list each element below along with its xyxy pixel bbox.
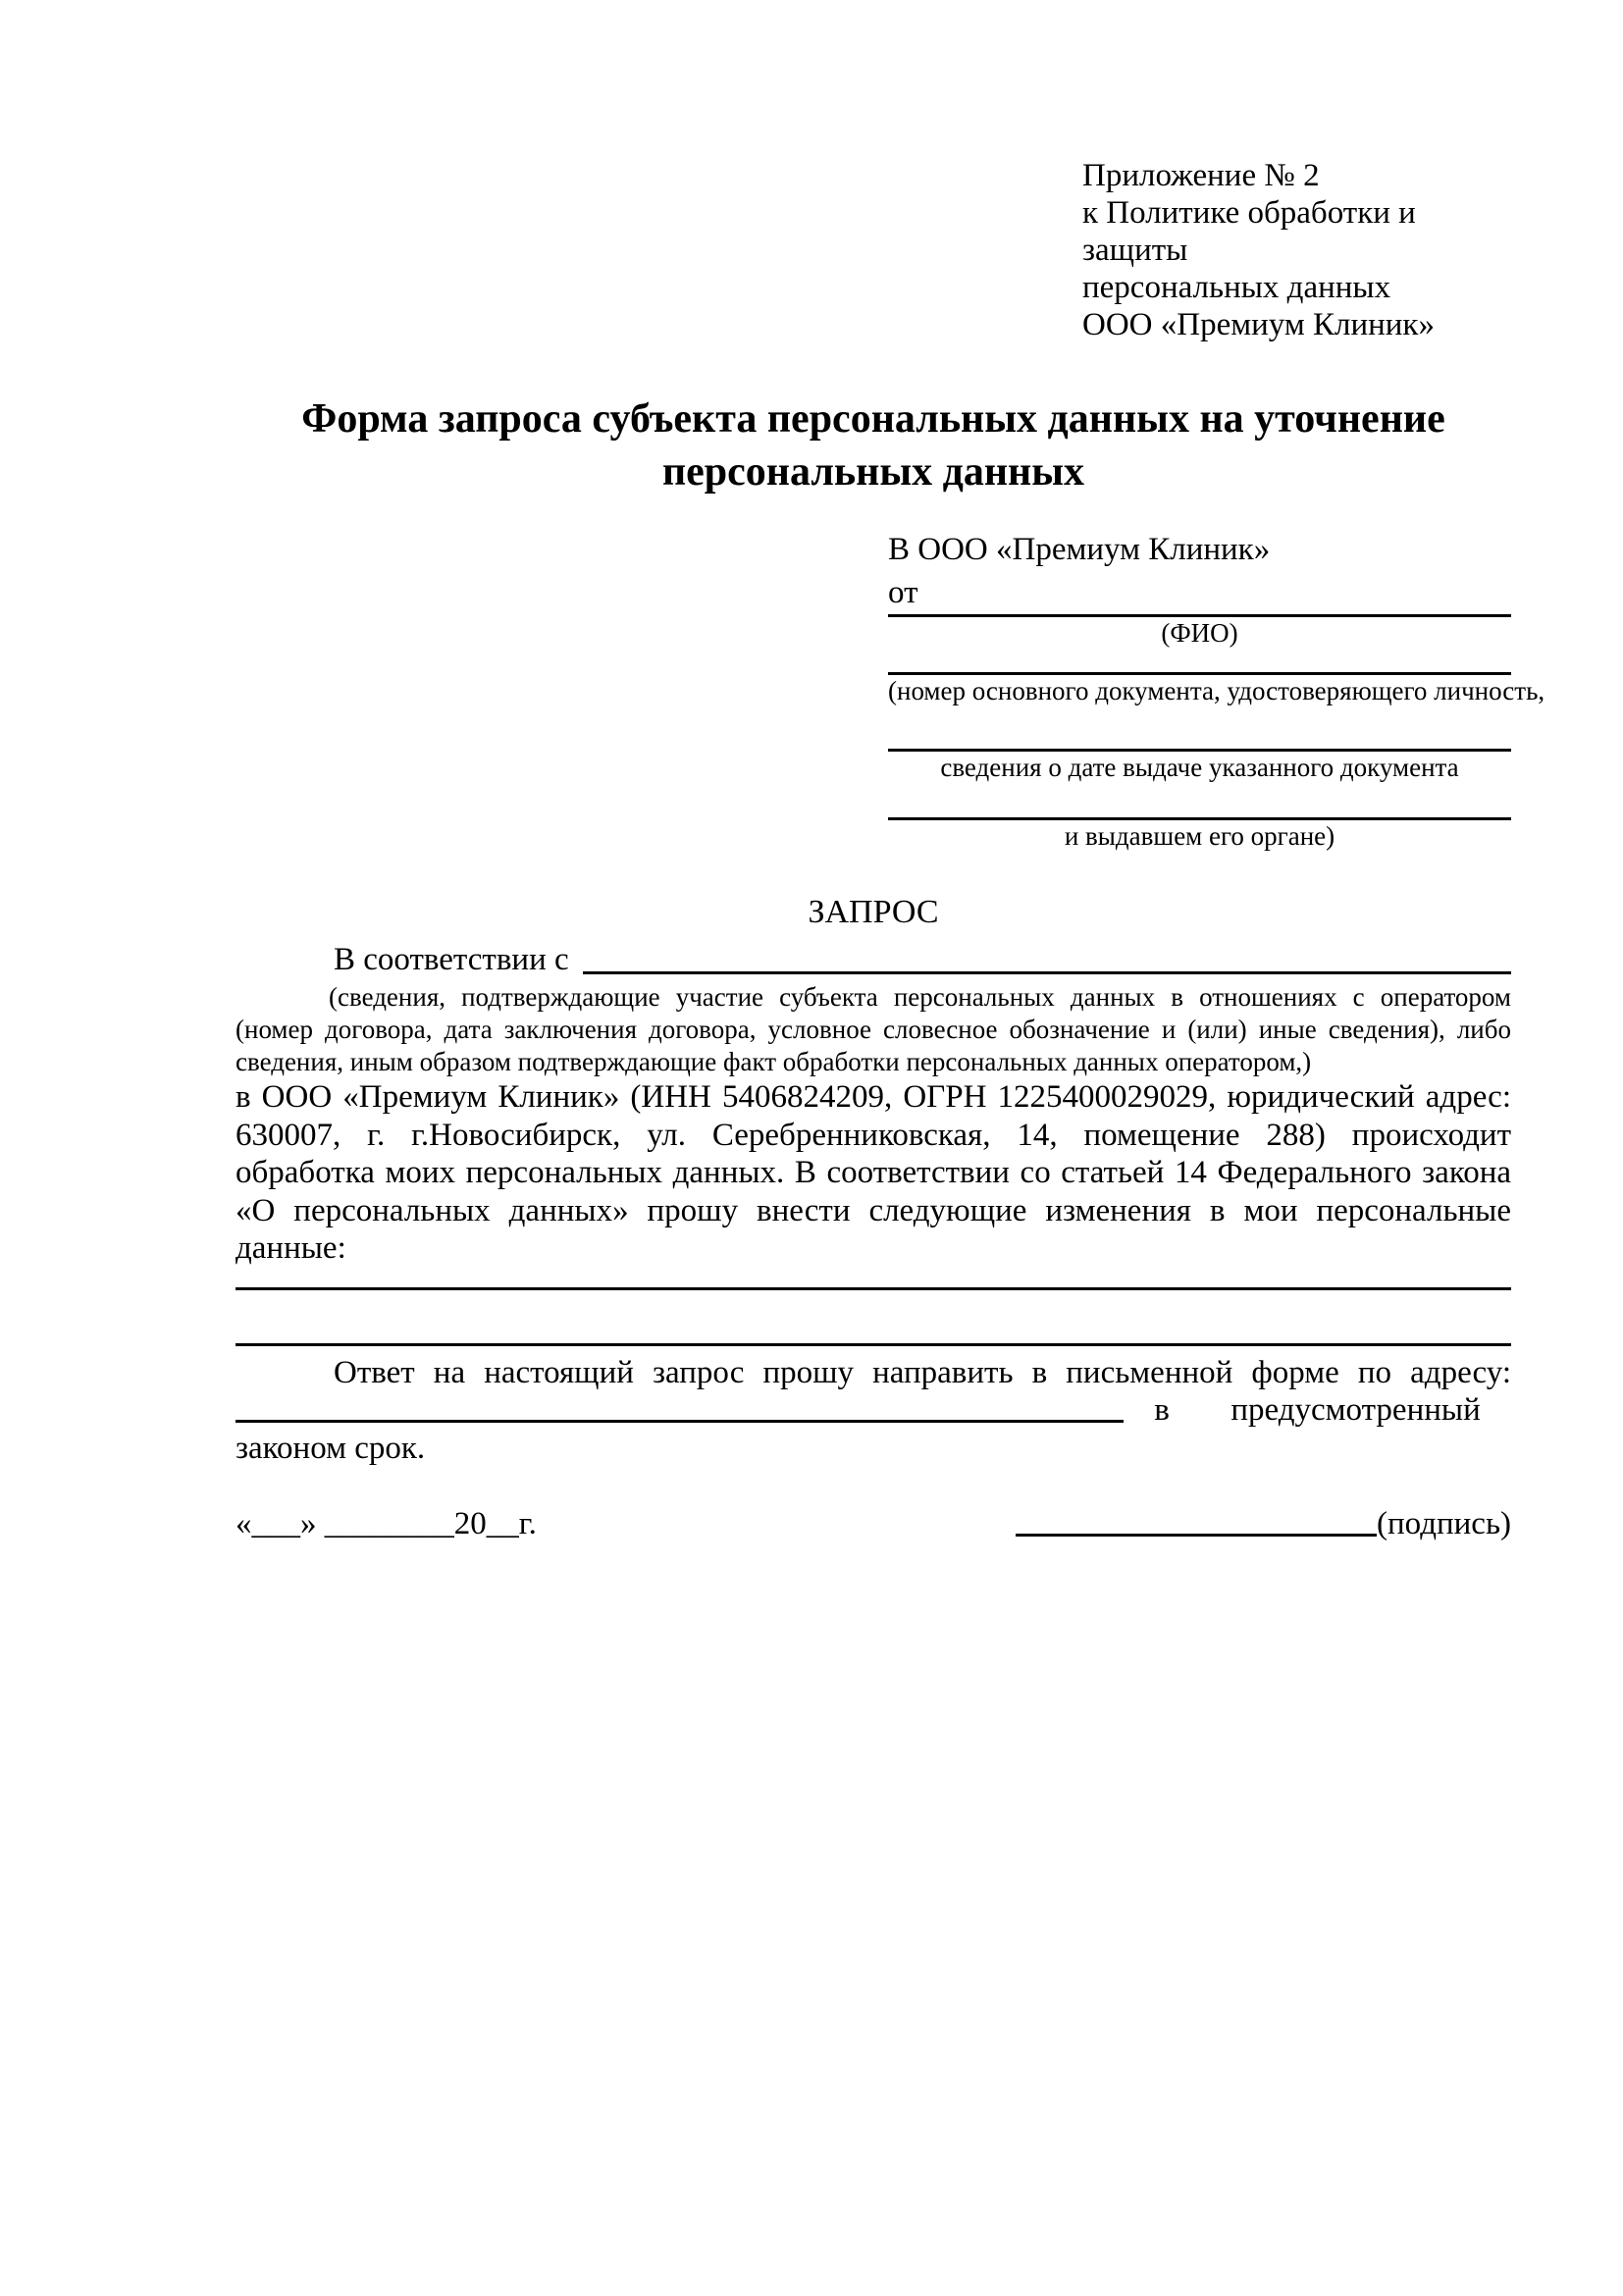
from-line: от — [888, 571, 1511, 617]
basis-lead-text: В соответствии с — [334, 942, 569, 977]
changes-input-line-1 — [236, 1268, 1511, 1290]
recipient-line: В ООО «Премиум Клиник» — [888, 532, 1271, 567]
appendix-note-line: ООО «Премиум Клиник» — [1082, 307, 1435, 342]
appendix-note-line: Приложение № 2 — [1082, 158, 1320, 193]
request-body-text: в ООО «Премиум Клиник» (ИНН 5406824209, ОГРН 1225400029029, юридический адрес: 630007, г. г.Новосибирск, ул. Серебренниковская, 14, помещение 288) происходит обработка моих персональных данных. В соответствии со статьей 14 Федерального закона «О персональных данных» прошу внести следующие изменения в мои персональные данные: — [236, 1079, 1511, 1266]
signature-caption: (подпись) — [1377, 1506, 1511, 1541]
reply-word-v: в — [1154, 1392, 1170, 1428]
document-number-input-line — [888, 649, 1511, 675]
page-title — [236, 392, 1511, 498]
fio-caption: (ФИО) — [1161, 618, 1238, 648]
basis-footnote: (сведения, подтверждающие участие субъекта персональных данных в отношениях с оператором (номер договора, дата заключения договора, условное словесное обозначение и (или) иные сведения), либо сведения, иным образом подтверждающие факт обработки персональных данных оператором,) — [236, 982, 1511, 1076]
document-issuer-input-line — [888, 783, 1511, 820]
request-heading: ЗАПРОС — [808, 894, 939, 930]
reply-address-line — [236, 1391, 1511, 1430]
document-issuer-caption: и выдавшем его органе) — [1064, 821, 1335, 851]
appendix-note — [1082, 157, 1511, 343]
address-input-line — [236, 1420, 1124, 1423]
reply-request-text: Ответ на настоящий запрос прошу направить в письменной форме по адресу: — [334, 1354, 1511, 1390]
footer-row — [236, 1504, 1511, 1543]
document-issue-date-caption: сведения о дате выдаче указанного документа — [940, 753, 1459, 782]
appendix-note-line: персональных данных — [1082, 270, 1391, 305]
reply-word-predusmotrennyi: предусмотренный — [1230, 1392, 1481, 1428]
appendix-note-line: к Политике обработки и защиты — [1082, 195, 1416, 268]
page-title-line-1: Форма запроса субъекта персональных данных на уточнение — [301, 396, 1445, 442]
document-issue-date-input-line — [888, 706, 1511, 752]
addressee-block — [888, 528, 1545, 852]
reply-closing-text: законом срок. — [236, 1430, 426, 1466]
basis-input-line — [583, 938, 1511, 974]
date-field: «___» ________20__г. — [236, 1506, 537, 1541]
changes-input-line-2 — [236, 1290, 1511, 1346]
signature-group — [1016, 1504, 1511, 1543]
signature-input-line — [1016, 1534, 1377, 1537]
page-title-line-2: персональных данных — [661, 449, 1085, 495]
basis-line — [236, 938, 1511, 981]
document-number-caption: (номер основного документа, удостоверяющего личность, — [888, 676, 1545, 705]
